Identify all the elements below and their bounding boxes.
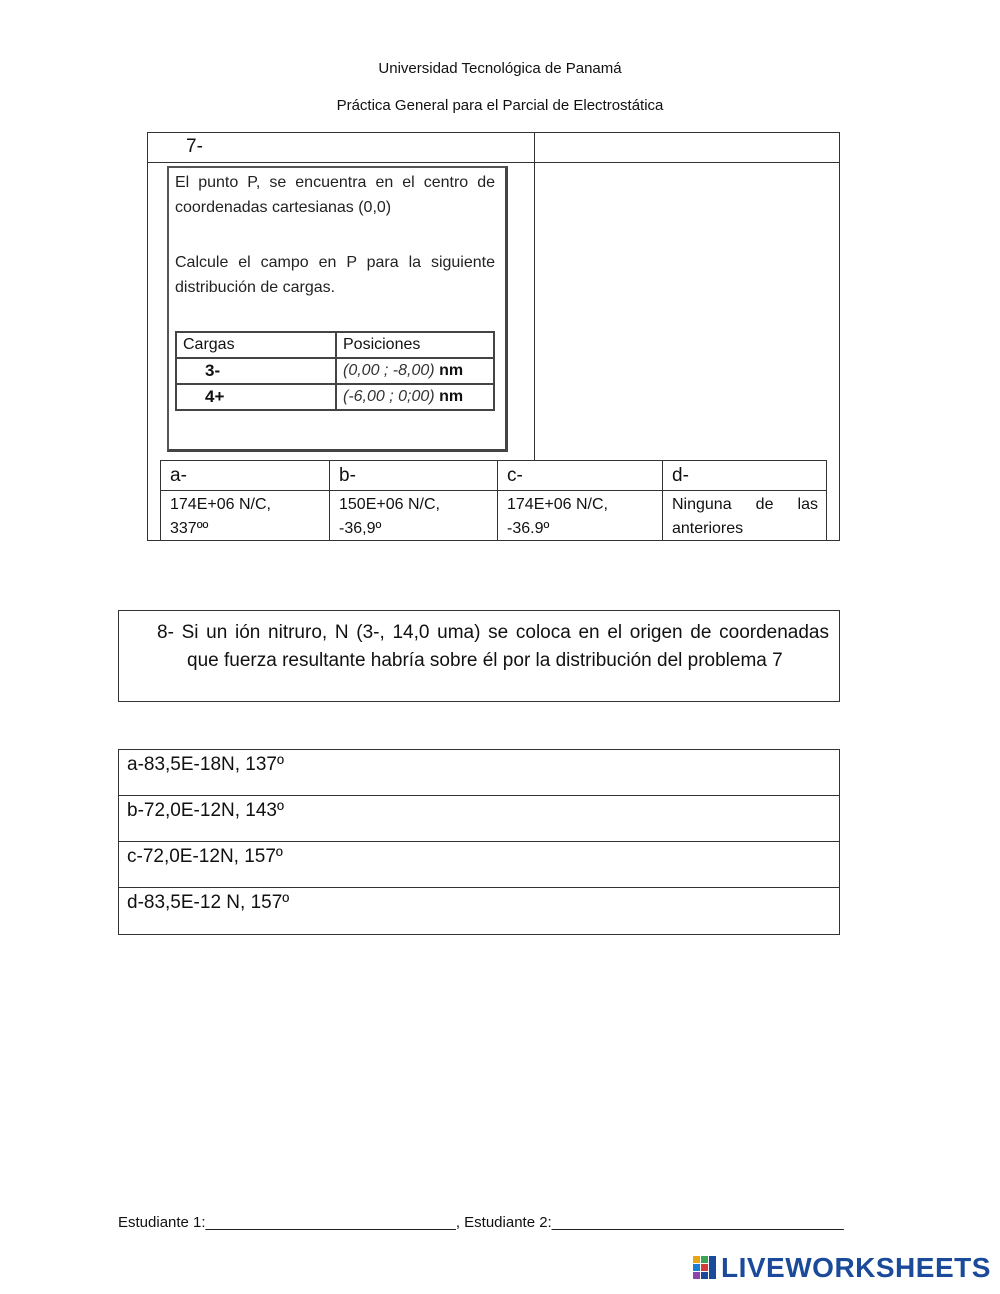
university-title: Universidad Tecnológica de Panamá <box>378 60 622 77</box>
q8-option-b[interactable]: b-72,0E-12N, 143º <box>119 796 839 842</box>
option-d-answer[interactable]: Ninguna de las anteriores <box>672 496 818 537</box>
column-divider <box>534 132 535 460</box>
question-8-text: 8- Si un ión nitruro, N (3-, 14,0 uma) se coloca en el origen de coordenadas que fuerza resultante habría sobre él por la distribución del problema 7 <box>157 622 829 671</box>
question-7-number: 7- <box>186 136 203 157</box>
charges-header: Cargas <box>176 332 336 358</box>
option-c-letter: c- <box>507 465 523 486</box>
student-fields: Estudiante 1:______________________________, Estudiante 2:___________________________________ <box>118 1214 844 1231</box>
positions-header: Posiciones <box>336 332 494 358</box>
option-b-letter: b- <box>339 465 356 486</box>
options-letter-row <box>160 460 827 491</box>
liveworksheets-logo <box>693 1252 991 1284</box>
option-d-letter: d- <box>672 465 689 486</box>
option-c-answer[interactable]: 174E+06 N/C, -36.9º <box>507 496 608 537</box>
q8-option-a[interactable]: a-83,5E-18N, 137º <box>119 750 839 796</box>
q8-option-c[interactable]: c-72,0E-12N, 157º <box>119 842 839 888</box>
question-8-options <box>118 749 840 935</box>
option-b-answer[interactable]: 150E+06 N/C, -36,9º <box>339 496 440 537</box>
position-cell: (0,00 ; -8,00) nm <box>336 358 494 384</box>
q8-option-d[interactable]: d-83,5E-12 N, 157º <box>127 892 290 913</box>
logo-icon <box>693 1256 717 1280</box>
practice-title: Práctica General para el Parcial de Electrostática <box>336 97 664 114</box>
question-8-box <box>118 610 840 702</box>
position-cell: (-6,00 ; 0;00) nm <box>336 384 494 410</box>
charge-cell: 3- <box>176 358 336 384</box>
problem-statement-2: Calcule el campo en P para la siguiente distribución de cargas. <box>175 254 495 296</box>
option-a-answer[interactable]: 174E+06 N/C, 337ºº <box>170 496 271 537</box>
charges-table <box>175 331 495 411</box>
charge-cell: 4+ <box>176 384 336 410</box>
option-a-letter: a- <box>170 465 187 486</box>
row-divider <box>147 162 840 163</box>
problem-statement-1: El punto P, se encuentra en el centro de coordenadas cartesianas (0,0) <box>175 174 495 216</box>
problem-image <box>167 166 508 452</box>
logo-text: LIVEWORKSHEETS <box>721 1252 991 1283</box>
